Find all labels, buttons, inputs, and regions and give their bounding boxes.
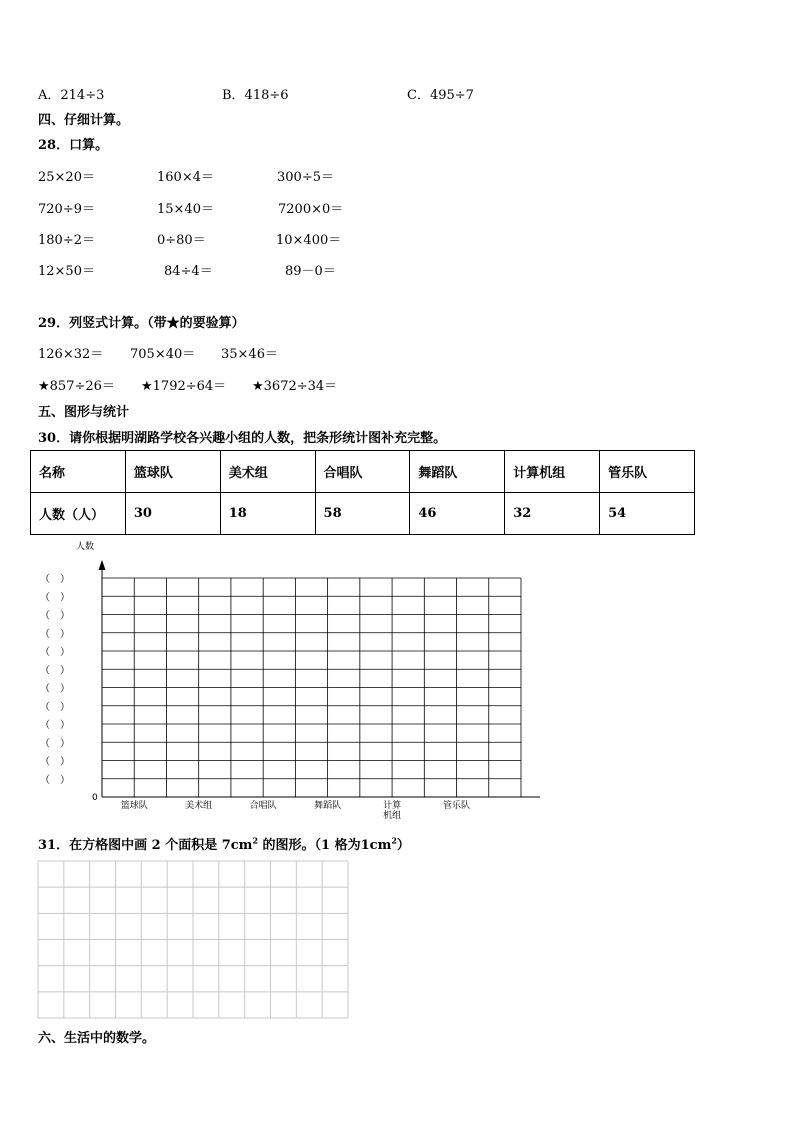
q28-r2-c2: 10×400＝ xyxy=(276,233,342,248)
table-cell: 54 xyxy=(600,493,695,535)
table-cell: 32 xyxy=(505,493,600,535)
option-c: C．495÷7 xyxy=(407,88,474,103)
q29-r1-c2: 35×46＝ xyxy=(221,347,278,362)
section-5-title: 五、图形与统计 xyxy=(38,405,130,420)
table-row xyxy=(31,493,695,535)
table-cell: 合唱队 xyxy=(315,451,410,493)
y-tick-placeholder: （ ） xyxy=(40,756,70,768)
q29-r2-c0: ★857÷26＝ xyxy=(38,379,115,394)
section-6-title: 六、生活中的数学。 xyxy=(38,1031,156,1046)
x-tick-label: 篮球队 xyxy=(120,801,148,811)
q29-r2-c1: ★1792÷64＝ xyxy=(141,379,227,394)
x-tick-label: 舞蹈队 xyxy=(314,801,342,811)
section-4-title: 四、仔细计算。 xyxy=(38,113,130,128)
q28-r2-c0: 180÷2＝ xyxy=(38,233,95,248)
y-tick-placeholder: （ ） xyxy=(40,774,70,786)
table-cell: 18 xyxy=(220,493,315,535)
q28-r1-c1: 15×40＝ xyxy=(157,202,214,217)
table-cell: 30 xyxy=(125,493,220,535)
y-tick-placeholder: （ ） xyxy=(40,647,70,658)
table-cell: 人数（人） xyxy=(31,493,126,535)
y-tick-placeholder: （ ） xyxy=(40,574,70,585)
x-tick-label: 合唱队 xyxy=(249,801,277,811)
q28-title: 28．口算。 xyxy=(38,138,109,153)
q29-r1-c0: 126×32＝ xyxy=(38,347,104,362)
q28-r3-c2: 89－0＝ xyxy=(285,264,336,279)
y-axis-label: 人数 xyxy=(76,542,95,552)
square-grid[interactable] xyxy=(37,860,349,1019)
q28-r0-c1: 160×4＝ xyxy=(157,170,214,185)
origin-label: 0 xyxy=(92,793,98,803)
q28-r1-c0: 720÷9＝ xyxy=(38,202,95,217)
option-b: B．418÷6 xyxy=(222,88,289,103)
y-tick-placeholder: （ ） xyxy=(40,592,70,604)
x-tick-label: 美术组 xyxy=(185,801,213,811)
x-tick-label: 机组 xyxy=(383,811,402,821)
x-tick-label: 管乐队 xyxy=(443,801,471,811)
y-axis-arrow xyxy=(99,560,106,570)
q28-r0-c0: 25×20＝ xyxy=(38,170,95,185)
q28-r1-c2: 7200×0＝ xyxy=(278,202,344,217)
y-tick-placeholder: （ ） xyxy=(40,701,70,713)
table-cell: 篮球队 xyxy=(125,451,220,493)
q31-title-mid: 的图形。（1 格为1cm xyxy=(258,838,392,853)
q28-r0-c2: 300÷5＝ xyxy=(277,170,334,185)
bar-chart xyxy=(0,535,560,835)
q31-sup2: 2 xyxy=(391,835,397,846)
q29-r2-c2: ★3672÷34＝ xyxy=(252,379,338,394)
q31-title xyxy=(38,834,410,853)
table-cell: 美术组 xyxy=(220,451,315,493)
y-tick-placeholder: （ ） xyxy=(40,720,70,731)
table-cell: 58 xyxy=(315,493,410,535)
table-cell: 名称 xyxy=(31,451,126,493)
table-cell: 舞蹈队 xyxy=(410,451,505,493)
table-cell: 计算机组 xyxy=(505,451,600,493)
table-cell: 管乐队 xyxy=(600,451,695,493)
q31-title-post: ） xyxy=(396,838,410,853)
y-tick-placeholder: （ ） xyxy=(40,738,70,750)
q29-title: 29．列竖式计算。（带★的要验算） xyxy=(38,316,245,331)
q28-r3-c1: 84÷4＝ xyxy=(164,264,213,279)
q30-table xyxy=(30,450,695,535)
y-tick-placeholder: （ ） xyxy=(40,665,70,677)
table-header-row xyxy=(31,451,695,493)
q28-r3-c0: 12×50＝ xyxy=(38,264,95,279)
q29-r1-c1: 705×40＝ xyxy=(130,347,196,362)
q28-r2-c1: 0÷80＝ xyxy=(157,233,206,248)
table-cell: 46 xyxy=(410,493,505,535)
y-tick-placeholder: （ ） xyxy=(40,683,70,695)
q30-title: 30．请你根据明湖路学校各兴趣小组的人数，把条形统计图补充完整。 xyxy=(38,431,447,446)
option-a: A．214÷3 xyxy=(38,88,105,103)
y-tick-placeholder: （ ） xyxy=(40,628,70,640)
x-tick-label: 计算 xyxy=(383,801,402,811)
q31-sup1: 2 xyxy=(252,835,259,846)
y-tick-placeholder: （ ） xyxy=(40,610,70,622)
q31-title-pre: 31．在方格图中画 2 个面积是 7cm xyxy=(38,838,253,853)
